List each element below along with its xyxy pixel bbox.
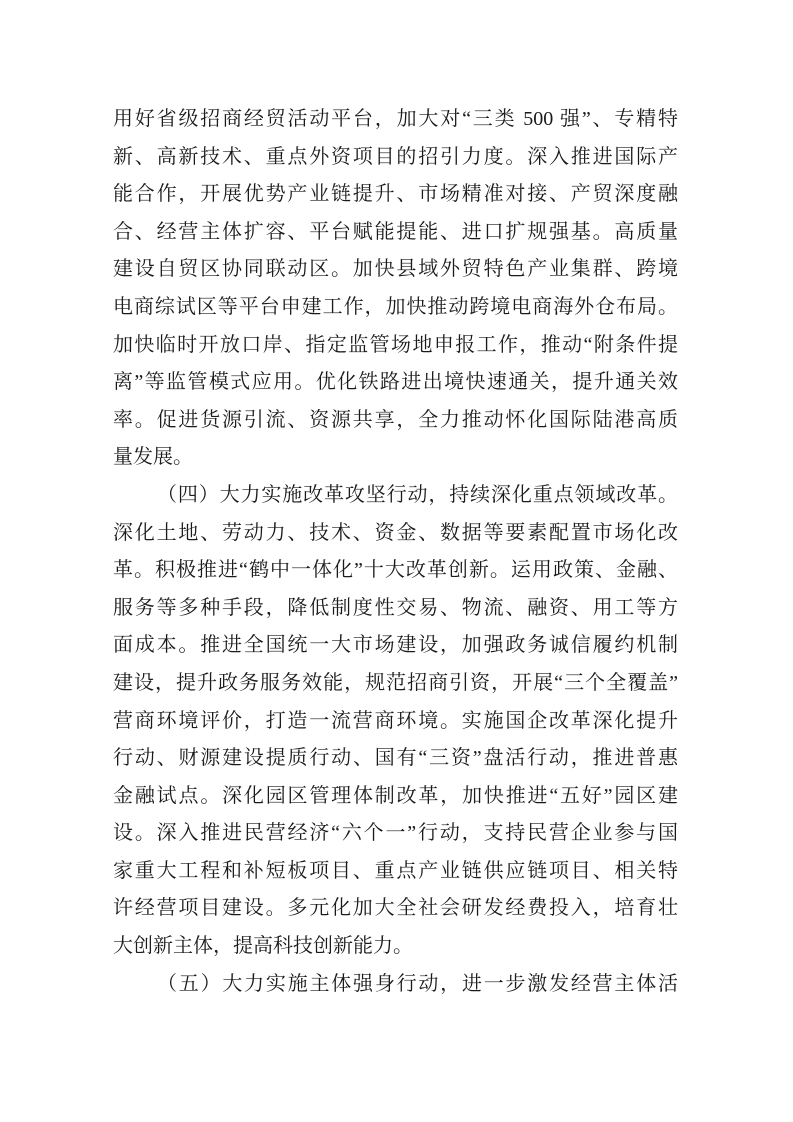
text-line: 革。积极推进“鹤中一体化”十大改革创新。运用政策、金融、	[113, 559, 678, 582]
text-line: 营商环境评价，打造一流营商环境。实施国企改革深化提升	[113, 709, 678, 732]
text-line: 大创新主体，提高科技创新能力。	[113, 935, 413, 958]
text-line: 率。促进货源引流、资源共享，全力推动怀化国际陆港高质	[113, 408, 678, 431]
text-line: 家重大工程和补短板项目、重点产业链供应链项目、相关特	[113, 859, 678, 882]
text-line: 加快临时开放口岸、指定监管场地申报工作，推动“附条件提	[113, 333, 678, 356]
text-line: （四）大力实施改革攻坚行动，持续深化重点领域改革。	[157, 483, 678, 506]
text-line: 用好省级招商经贸活动平台，加大对“三类 500 强”、专精特	[113, 108, 678, 130]
text-line: （五）大力实施主体强身行动，进一步激发经营主体活	[157, 972, 678, 995]
text-line: 建设，提升政务服务效能，规范招商引资，开展“三个全覆盖”	[113, 671, 678, 694]
text-line: 能合作，开展优势产业链提升、市场精准对接、产贸深度融	[113, 183, 678, 206]
text-line: 金融试点。深化园区管理体制改革，加快推进“五好”园区建	[113, 784, 678, 807]
text-line: 离”等监管模式应用。优化铁路进出境快速通关，提升通关效	[113, 371, 678, 394]
text-line: 设。深入推进民营经济“六个一”行动，支持民营企业参与国	[113, 822, 678, 845]
text-line: 行动、财源建设提质行动、国有“三资”盘活行动，推进普惠	[113, 747, 678, 770]
text-line: 建设自贸区协同联动区。加快县域外贸特色产业集群、跨境	[113, 258, 678, 281]
text-line: 电商综试区等平台申建工作，加快推动跨境电商海外仓布局。	[113, 295, 678, 318]
text-line: 合、经营主体扩容、平台赋能提能、进口扩规强基。高质量	[113, 220, 678, 243]
text-line: 深化土地、劳动力、技术、资金、数据等要素配置市场化改	[113, 521, 678, 544]
text-line: 新、高新技术、重点外资项目的招引力度。深入推进国际产	[113, 145, 678, 168]
text-line: 面成本。推进全国统一大市场建设，加强政务诚信履约机制	[113, 634, 678, 657]
text-line: 服务等多种手段，降低制度性交易、物流、融资、用工等方	[113, 596, 678, 619]
text-line: 许经营项目建设。多元化加大全社会研发经费投入，培育壮	[113, 897, 678, 920]
document-text-block	[113, 101, 678, 1003]
text-line: 量发展。	[113, 446, 193, 469]
